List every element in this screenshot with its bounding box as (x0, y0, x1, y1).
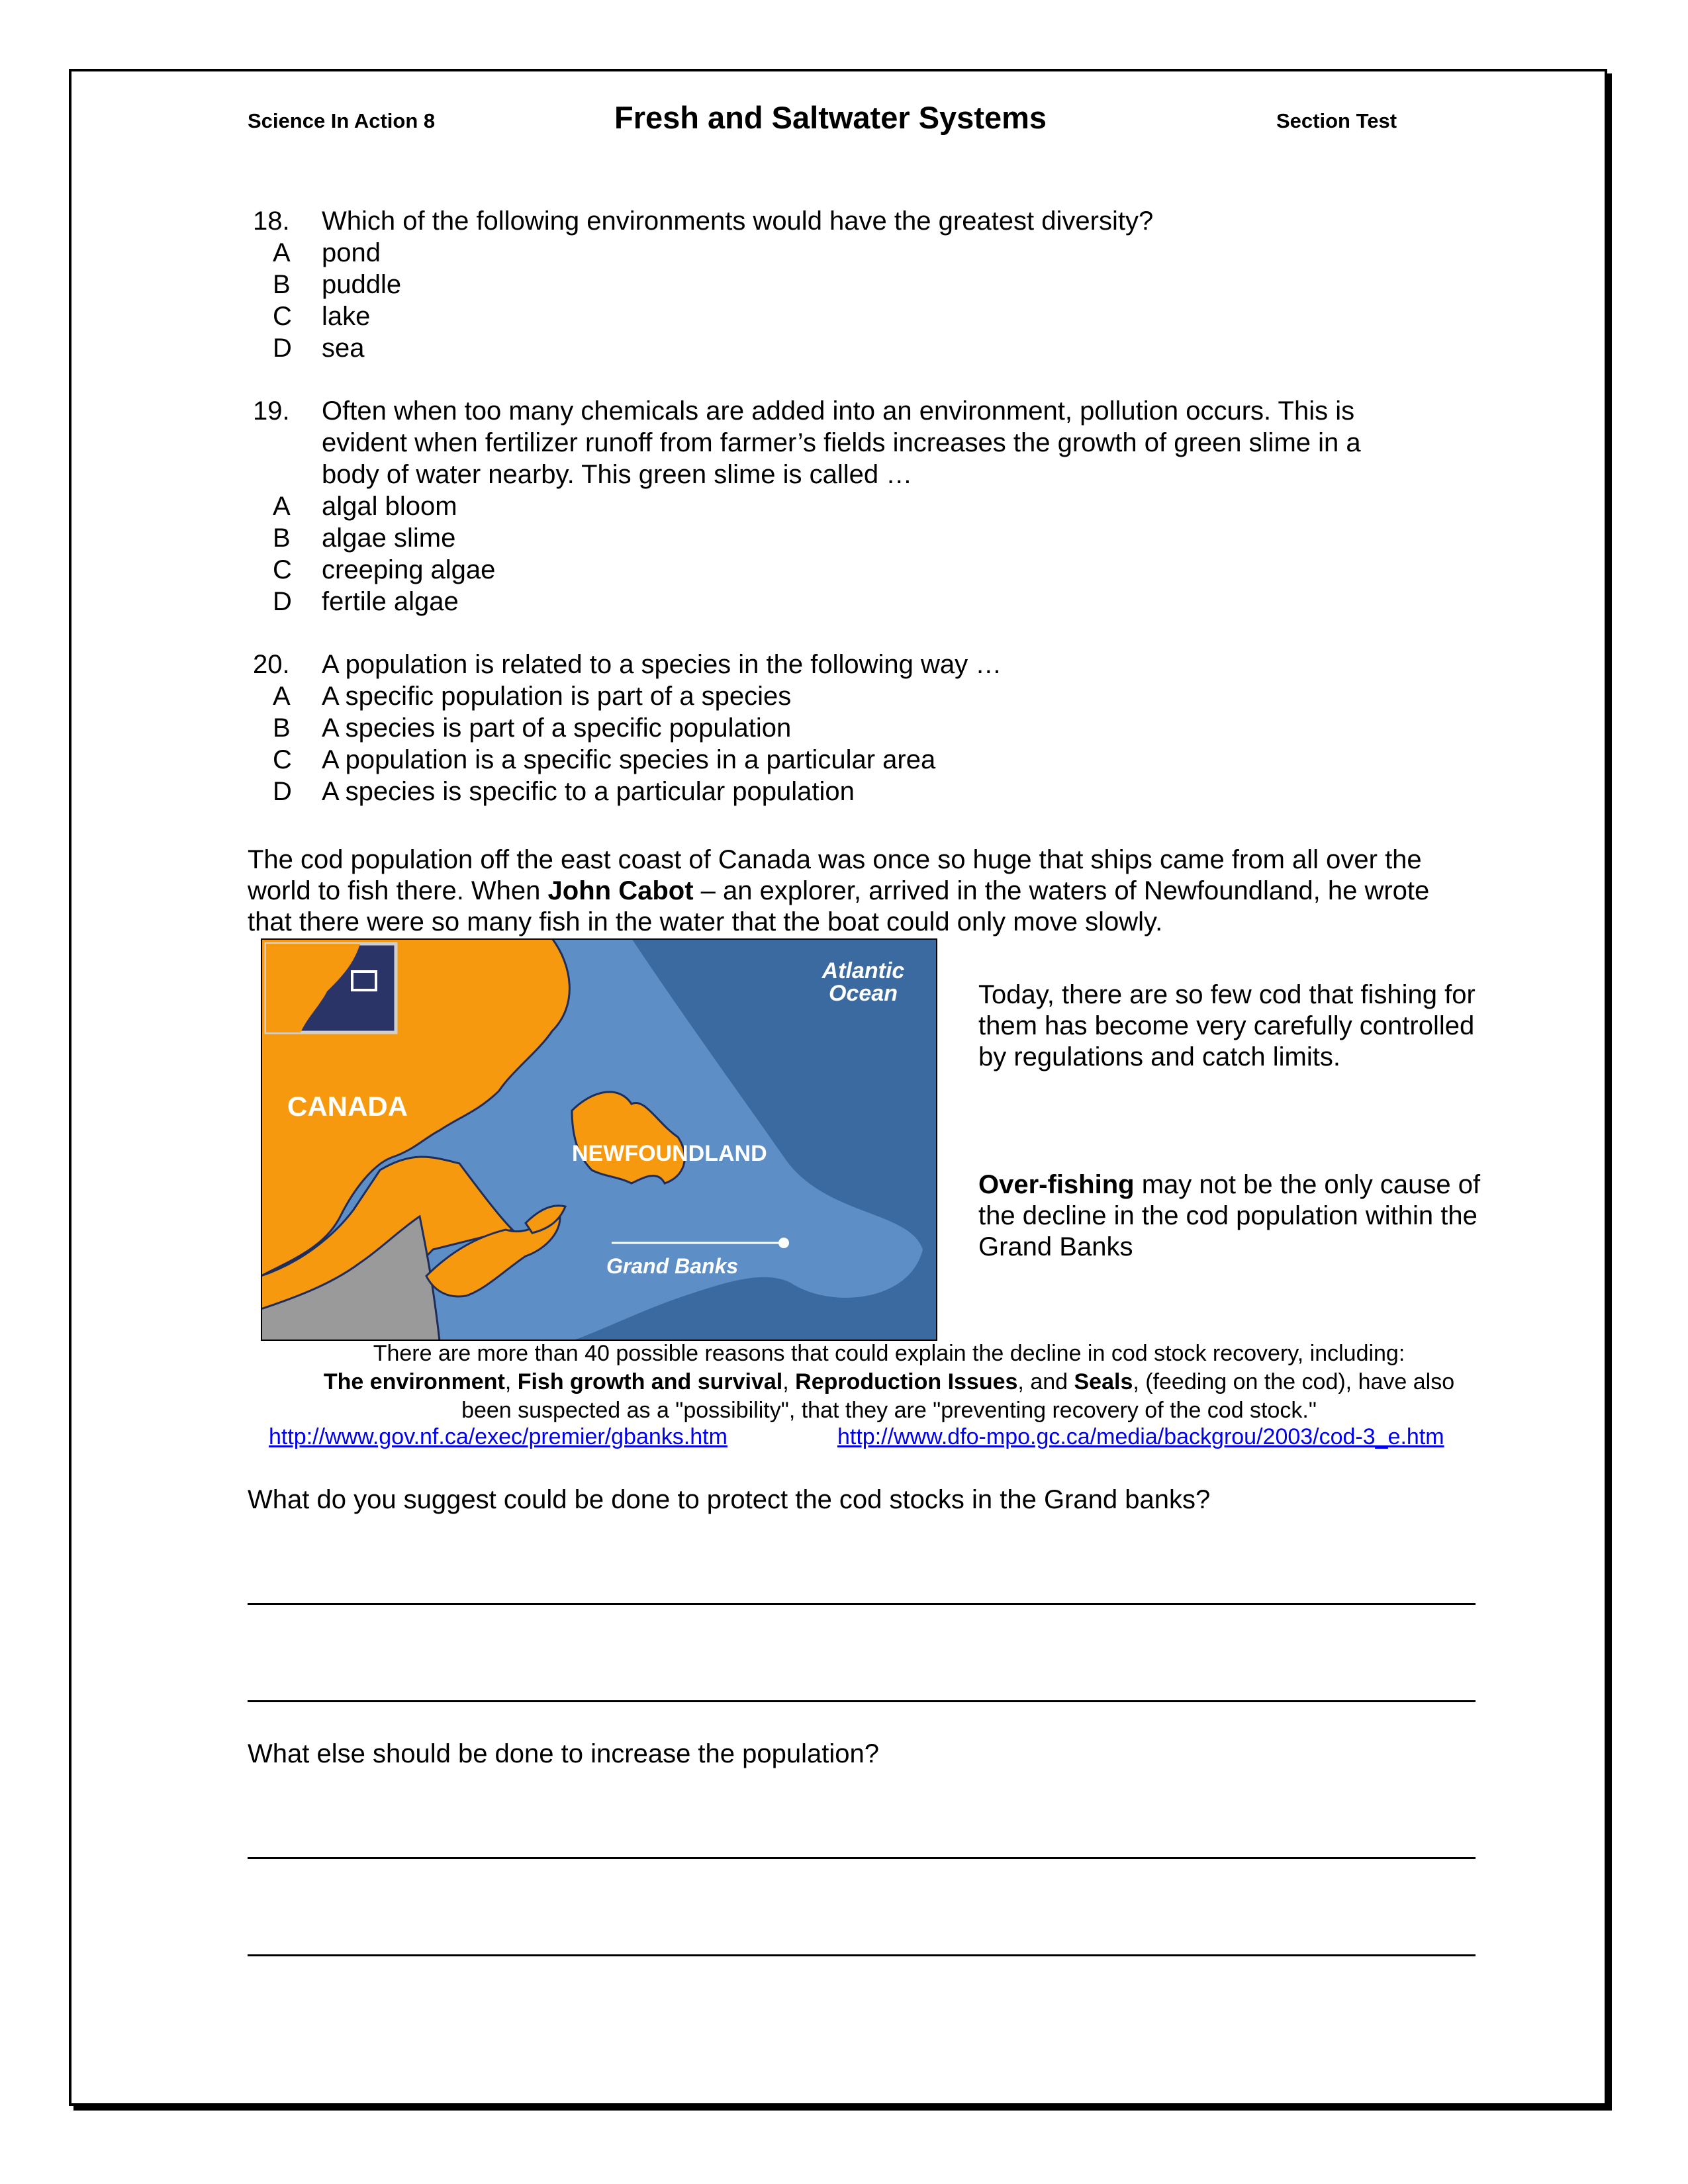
option-letter: A (273, 238, 291, 267)
option-letter: B (273, 713, 291, 743)
option-row (250, 332, 1508, 364)
side-line: them has become very carefully controlled (978, 1011, 1475, 1040)
caption-text: , (782, 1369, 796, 1394)
intro-line: that there were so many fish in the water that the boat could only move slowly. (248, 907, 1163, 936)
question-20 (250, 649, 1508, 807)
option-letter: D (273, 334, 292, 363)
grand-banks-map (261, 938, 937, 1341)
question-number: 19. (253, 396, 290, 426)
map-label-atlantic: Atlantic (821, 958, 905, 983)
link-dfo-mpo[interactable]: http://www.dfo-mpo.gc.ca/media/backgrou/2003/cod-3_e.htm (837, 1424, 1444, 1449)
option-letter: C (273, 555, 292, 584)
option-text: fertile algae (322, 587, 459, 616)
map-label-newfoundland: NEWFOUNDLAND (572, 1141, 767, 1166)
intro-text: world to fish there. When (248, 876, 548, 905)
option-text: creeping algae (322, 555, 496, 584)
map-label-grand-banks: Grand Banks (606, 1254, 739, 1278)
intro-paragraph (248, 844, 1505, 938)
question-19 (250, 395, 1508, 617)
option-row (250, 490, 1508, 522)
option-row (250, 554, 1508, 586)
option-text: algal bloom (322, 492, 457, 521)
course-name: Science In Action 8 (248, 109, 436, 132)
option-row (250, 300, 1508, 332)
option-letter: C (273, 745, 292, 774)
side-line: the decline in the cod population within the (978, 1201, 1477, 1230)
option-text: A species is specific to a particular population (322, 777, 855, 806)
option-row (250, 776, 1508, 807)
caption-line (250, 1368, 1528, 1396)
caption-bold: Seals (1074, 1369, 1133, 1394)
john-cabot-bold: John Cabot (547, 876, 694, 905)
answer-line[interactable] (248, 1700, 1476, 1702)
answer-line[interactable] (248, 1857, 1476, 1859)
section-label: Section Test (1276, 109, 1397, 132)
side-paragraph-1 (978, 979, 1521, 1073)
option-text: A specific population is part of a species (322, 682, 792, 711)
option-row (250, 586, 1508, 617)
option-row (250, 237, 1508, 269)
side-line: Grand Banks (978, 1232, 1133, 1261)
option-text: algae slime (322, 523, 456, 553)
option-letter: D (273, 587, 292, 616)
side-line (978, 1169, 1521, 1201)
prompt-increase-population: What else should be done to increase the population? (248, 1739, 880, 1768)
question-number: 20. (253, 650, 290, 679)
page-title: Fresh and Saltwater Systems (614, 100, 1047, 135)
prompt-protect-cod: What do you suggest could be done to protect the cod stocks in the Grand banks? (248, 1485, 1211, 1514)
answer-line[interactable] (248, 1603, 1476, 1605)
option-letter: C (273, 302, 292, 331)
caption-line: There are more than 40 possible reasons that could explain the decline in cod stock recovery, including: (373, 1341, 1405, 1366)
option-row (250, 712, 1508, 744)
question-text: Often when too many chemicals are added into an environment, pollution occurs. This is (322, 396, 1355, 426)
caption-bold: Fish growth and survival (517, 1369, 783, 1394)
option-text: sea (322, 334, 365, 363)
question-text: A population is related to a species in the following way … (322, 650, 1002, 679)
option-row (250, 522, 1508, 554)
side-line: Today, there are so few cod that fishing for (978, 980, 1476, 1009)
question-text: body of water nearby. This green slime is called … (322, 460, 913, 489)
option-letter: A (273, 682, 291, 711)
intro-line (248, 876, 1505, 907)
map-caption (250, 1340, 1528, 1425)
caption-bold: The environment (323, 1369, 505, 1394)
option-letter: A (273, 492, 291, 521)
side-paragraph-2 (978, 1169, 1521, 1263)
side-line: by regulations and catch limits. (978, 1042, 1340, 1071)
caption-line: been suspected as a "possibility", that they are "preventing recovery of the cod stock." (461, 1398, 1317, 1423)
option-text: A population is a specific species in a particular area (322, 745, 936, 774)
intro-line: The cod population off the east coast of Canada was once so huge that ships came from all over the (248, 845, 1422, 874)
option-text: puddle (322, 270, 402, 299)
link-gov-nf[interactable]: http://www.gov.nf.ca/exec/premier/gbanks.htm (269, 1424, 727, 1449)
caption-text: , (504, 1369, 518, 1394)
answer-line[interactable] (248, 1954, 1476, 1956)
caption-bold: Reproduction Issues (795, 1369, 1018, 1394)
question-number: 18. (253, 206, 290, 236)
option-letter: D (273, 777, 292, 806)
caption-text: , (feeding on the cod), have also (1133, 1369, 1455, 1394)
overfishing-bold: Over-fishing (978, 1170, 1135, 1199)
option-row (250, 744, 1508, 776)
option-text: A species is part of a specific population (322, 713, 792, 743)
question-text: Which of the following environments would have the greatest diversity? (322, 206, 1154, 236)
side-text: may not be the only cause of (1134, 1170, 1481, 1199)
option-text: pond (322, 238, 381, 267)
map-label-canada: CANADA (287, 1091, 408, 1122)
map-svg (261, 938, 937, 1341)
option-row (250, 269, 1508, 300)
map-label-ocean: Ocean (829, 981, 898, 1006)
question-text: evident when fertilizer runoff from farmer’s fields increases the growth of green slime in a (322, 428, 1361, 457)
option-text: lake (322, 302, 371, 331)
option-letter: B (273, 270, 291, 299)
grand-banks-dot (778, 1238, 789, 1248)
caption-text: , and (1017, 1369, 1074, 1394)
intro-text: – an explorer, arrived in the waters of Newfoundland, he wrote (693, 876, 1430, 905)
question-18 (250, 205, 1508, 364)
option-letter: B (273, 523, 291, 553)
option-row (250, 680, 1508, 712)
